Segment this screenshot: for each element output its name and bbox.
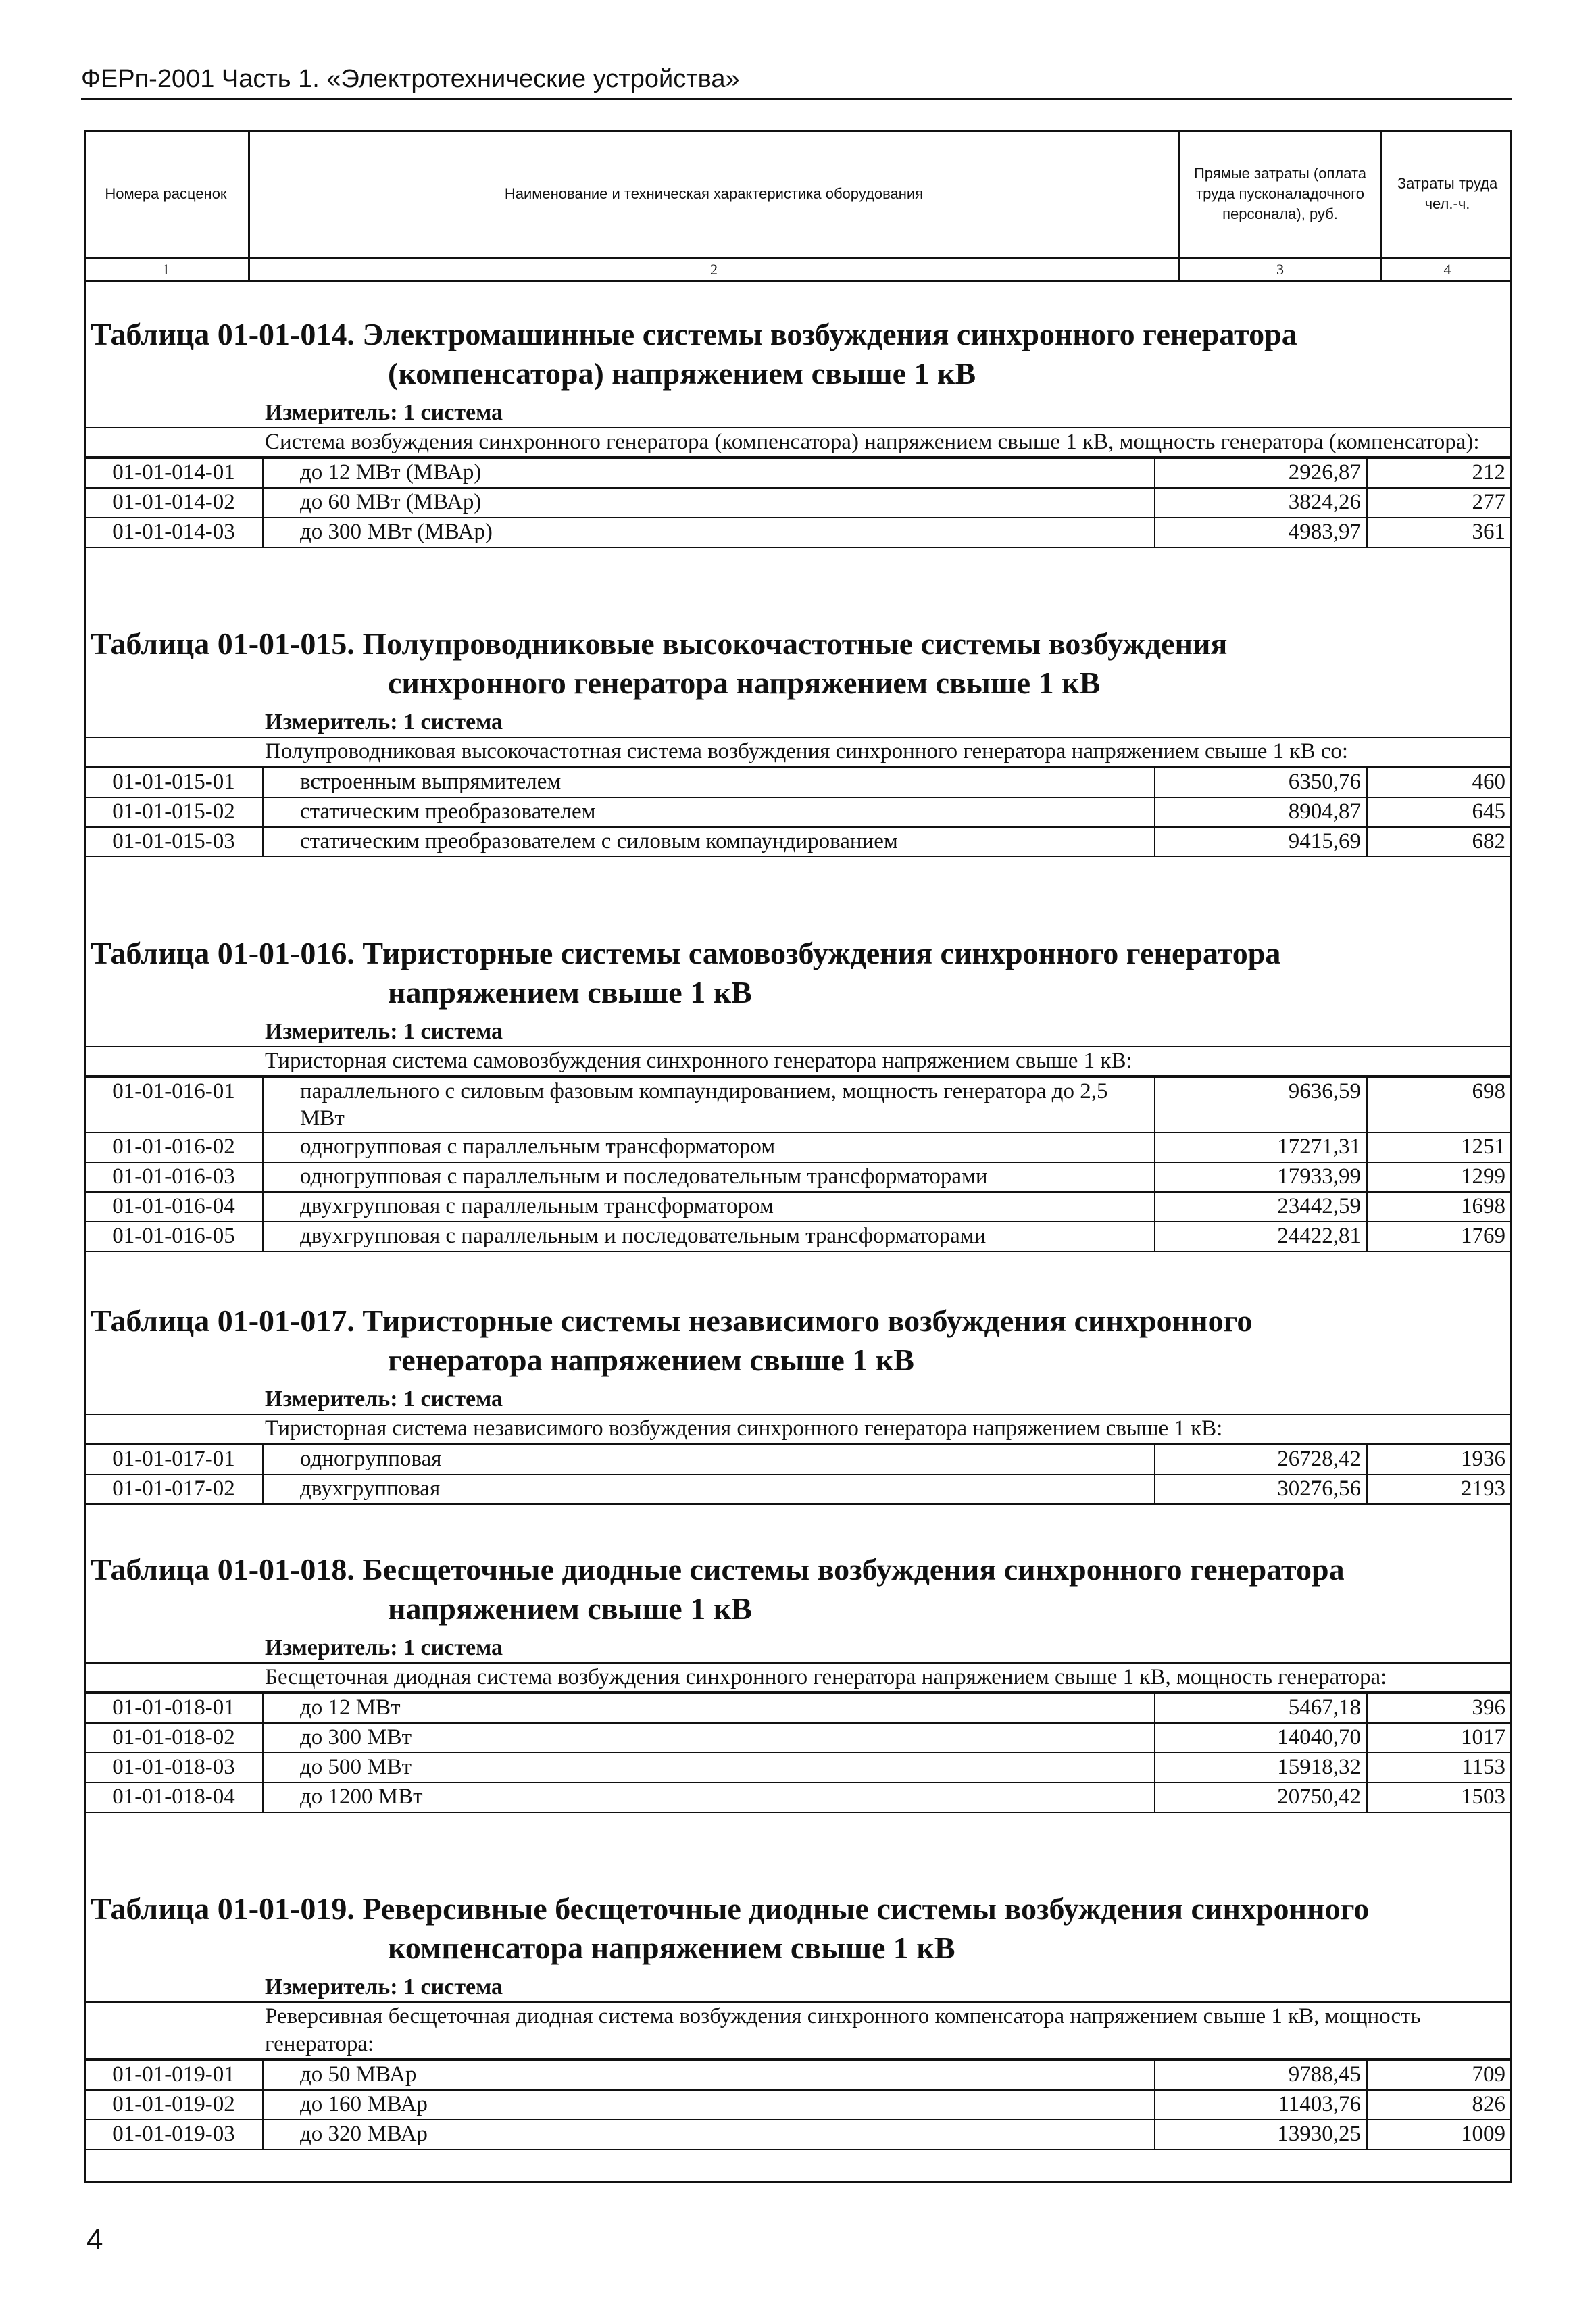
table-title: Таблица 01-01-017. Тиристорные системы независимого возбуждения синхронного генератора напряжением свыше 1 кВ <box>91 1303 1253 1377</box>
cell-code: 01-01-018-01 <box>84 1693 263 1723</box>
cell-name: двухгрупповая с параллельным и последовательным трансформаторами <box>263 1222 1155 1251</box>
table-row <box>84 1693 1512 1723</box>
table-row <box>84 1192 1512 1222</box>
rates-table <box>84 2060 1512 2150</box>
cell-code: 01-01-018-04 <box>84 1783 263 1812</box>
table-row <box>84 768 1512 797</box>
table-row <box>84 1132 1512 1162</box>
column-header-codes: Номера расценок <box>84 130 250 257</box>
page-number: 4 <box>86 2223 103 2256</box>
cell-cost: 30276,56 <box>1155 1474 1367 1504</box>
table-description: Тиристорная система самовозбуждения синхронного генератора напряжением свыше 1 кВ: <box>84 1047 1512 1076</box>
cell-name: двухгрупповая с параллельным трансформатором <box>263 1192 1155 1222</box>
cell-labor: 709 <box>1367 2060 1512 2090</box>
table-meter: Измеритель: 1 система <box>84 708 1512 738</box>
cell-name: до 160 МВАр <box>263 2090 1155 2120</box>
table-description: Тиристорная система независимого возбуждения синхронного генератора напряжением свыше 1 кВ: <box>84 1415 1512 1444</box>
cell-name: до 300 МВт <box>263 1723 1155 1753</box>
cell-code: 01-01-014-03 <box>84 518 263 547</box>
table-row <box>84 488 1512 518</box>
cell-labor: 1153 <box>1367 1753 1512 1783</box>
table-row <box>84 827 1512 857</box>
cell-labor: 698 <box>1367 1077 1512 1132</box>
column-header <box>84 130 1512 282</box>
table-title: Таблица 01-01-018. Бесщеточные диодные системы возбуждения синхронного генератора напряжением свыше 1 кВ <box>91 1552 1345 1626</box>
table-title: Таблица 01-01-014. Электромашинные системы возбуждения синхронного генератора (компенсатора) напряжением свыше 1 кВ <box>91 317 1297 391</box>
table-row <box>84 1222 1512 1251</box>
cell-code: 01-01-015-03 <box>84 827 263 857</box>
table-row <box>84 2120 1512 2149</box>
cell-code: 01-01-019-03 <box>84 2120 263 2149</box>
table-row <box>84 1783 1512 1812</box>
table-title: Таблица 01-01-016. Тиристорные системы самовозбуждения синхронного генератора напряжением свыше 1 кВ <box>91 936 1281 1010</box>
cell-name: до 12 МВт <box>263 1693 1155 1723</box>
table-section-017 <box>84 1301 1512 1505</box>
cell-name: до 1200 МВт <box>263 1783 1155 1812</box>
cell-labor: 1009 <box>1367 2120 1512 2149</box>
table-title: Таблица 01-01-015. Полупроводниковые высокочастотные системы возбуждения синхронного генератора напряжением свыше 1 кВ <box>91 626 1228 700</box>
table-meter: Измеритель: 1 система <box>84 1385 1512 1415</box>
column-number-4: 4 <box>1382 257 1512 282</box>
cell-code: 01-01-017-02 <box>84 1474 263 1504</box>
cell-name: параллельного с силовым фазовым компаундированием, мощность генератора до 2,5 МВт <box>263 1077 1155 1132</box>
table-row <box>84 2090 1512 2120</box>
cell-name: статическим преобразователем с силовым компаундированием <box>263 827 1155 857</box>
cell-labor: 460 <box>1367 768 1512 797</box>
table-title: Таблица 01-01-019. Реверсивные бесщеточные диодные системы возбуждения синхронного компенсатора напряжением свыше 1 кВ <box>91 1891 1370 1965</box>
running-header: ФЕРп-2001 Часть 1. «Электротехнические устройства» <box>81 65 1512 100</box>
cell-labor: 2193 <box>1367 1474 1512 1504</box>
table-section-016 <box>84 934 1512 1252</box>
table-row <box>84 2060 1512 2090</box>
cell-labor: 212 <box>1367 458 1512 488</box>
cell-labor: 277 <box>1367 488 1512 518</box>
cell-labor: 1299 <box>1367 1162 1512 1192</box>
cell-code: 01-01-018-02 <box>84 1723 263 1753</box>
cell-name: одногрупповая с параллельным трансформатором <box>263 1132 1155 1162</box>
table-description: Полупроводниковая высокочастотная система возбуждения синхронного генератора напряжением свыше 1 кВ со: <box>84 738 1512 767</box>
cell-cost: 23442,59 <box>1155 1192 1367 1222</box>
column-header-cost: Прямые затраты (оплата труда пусконаладочного персонала), руб. <box>1180 130 1382 257</box>
cell-code: 01-01-014-01 <box>84 458 263 488</box>
cell-code: 01-01-016-05 <box>84 1222 263 1251</box>
cell-labor: 396 <box>1367 1693 1512 1723</box>
cell-name: одногрупповая с параллельным и последовательным трансформаторами <box>263 1162 1155 1192</box>
cell-name: одногрупповая <box>263 1445 1155 1474</box>
cell-code: 01-01-016-02 <box>84 1132 263 1162</box>
table-row <box>84 1445 1512 1474</box>
rates-table <box>84 457 1512 548</box>
cell-cost: 11403,76 <box>1155 2090 1367 2120</box>
rates-table <box>84 1076 1512 1252</box>
cell-cost: 14040,70 <box>1155 1723 1367 1753</box>
table-meter: Измеритель: 1 система <box>84 1973 1512 2003</box>
table-meter: Измеритель: 1 система <box>84 1018 1512 1047</box>
cell-code: 01-01-019-02 <box>84 2090 263 2120</box>
cell-labor: 826 <box>1367 2090 1512 2120</box>
cell-cost: 17933,99 <box>1155 1162 1367 1192</box>
cell-code: 01-01-015-01 <box>84 768 263 797</box>
cell-code: 01-01-018-03 <box>84 1753 263 1783</box>
cell-cost: 15918,32 <box>1155 1753 1367 1783</box>
cell-labor: 1017 <box>1367 1723 1512 1753</box>
cell-cost: 4983,97 <box>1155 518 1367 547</box>
cell-labor: 645 <box>1367 797 1512 827</box>
table-meter: Измеритель: 1 система <box>84 399 1512 428</box>
cell-code: 01-01-016-04 <box>84 1192 263 1222</box>
table-row <box>84 1162 1512 1192</box>
column-header-name: Наименование и техническая характеристика оборудования <box>250 130 1180 257</box>
cell-name: до 320 МВАр <box>263 2120 1155 2149</box>
cell-cost: 3824,26 <box>1155 488 1367 518</box>
cell-name: статическим преобразователем <box>263 797 1155 827</box>
table-row <box>84 518 1512 547</box>
cell-name: до 50 МВАр <box>263 2060 1155 2090</box>
table-description: Бесщеточная диодная система возбуждения синхронного генератора напряжением свыше 1 кВ, мощность генератора: <box>84 1664 1512 1693</box>
table-row <box>84 1753 1512 1783</box>
cell-cost: 9788,45 <box>1155 2060 1367 2090</box>
table-section-019 <box>84 1889 1512 2150</box>
cell-name: до 300 МВт (МВАр) <box>263 518 1155 547</box>
cell-cost: 26728,42 <box>1155 1445 1367 1474</box>
rates-table <box>84 1693 1512 1813</box>
cell-name: двухгрупповая <box>263 1474 1155 1504</box>
table-row <box>84 1474 1512 1504</box>
cell-cost: 20750,42 <box>1155 1783 1367 1812</box>
table-row <box>84 797 1512 827</box>
cell-labor: 682 <box>1367 827 1512 857</box>
cell-code: 01-01-016-03 <box>84 1162 263 1192</box>
cell-name: до 500 МВт <box>263 1753 1155 1783</box>
cell-cost: 9415,69 <box>1155 827 1367 857</box>
table-section-015 <box>84 624 1512 857</box>
table-row <box>84 1077 1512 1132</box>
cell-labor: 1698 <box>1367 1192 1512 1222</box>
cell-name: встроенным выпрямителем <box>263 768 1155 797</box>
cell-cost: 5467,18 <box>1155 1693 1367 1723</box>
table-description: Реверсивная бесщеточная диодная система возбуждения синхронного компенсатора напряжением свыше 1 кВ, мощность генератора: <box>84 2003 1512 2060</box>
cell-code: 01-01-019-01 <box>84 2060 263 2090</box>
table-row <box>84 458 1512 488</box>
cell-labor: 1936 <box>1367 1445 1512 1474</box>
cell-cost: 13930,25 <box>1155 2120 1367 2149</box>
column-number-2: 2 <box>250 257 1180 282</box>
table-section-014 <box>84 315 1512 548</box>
cell-code: 01-01-015-02 <box>84 797 263 827</box>
table-row <box>84 1723 1512 1753</box>
cell-cost: 9636,59 <box>1155 1077 1367 1132</box>
table-meter: Измеритель: 1 система <box>84 1634 1512 1664</box>
cell-name: до 60 МВт (МВАр) <box>263 488 1155 518</box>
cell-cost: 2926,87 <box>1155 458 1367 488</box>
cell-labor: 1251 <box>1367 1132 1512 1162</box>
cell-name: до 12 МВт (МВАр) <box>263 458 1155 488</box>
rates-table <box>84 767 1512 857</box>
column-number-1: 1 <box>84 257 250 282</box>
cell-code: 01-01-016-01 <box>84 1077 263 1132</box>
cell-labor: 361 <box>1367 518 1512 547</box>
cell-cost: 8904,87 <box>1155 797 1367 827</box>
cell-labor: 1769 <box>1367 1222 1512 1251</box>
rates-table <box>84 1444 1512 1505</box>
table-description: Система возбуждения синхронного генератора (компенсатора) напряжением свыше 1 кВ, мощность генератора (компенсатора): <box>84 428 1512 457</box>
cell-code: 01-01-017-01 <box>84 1445 263 1474</box>
cell-labor: 1503 <box>1367 1783 1512 1812</box>
table-section-018 <box>84 1550 1512 1813</box>
column-header-labor: Затраты труда чел.-ч. <box>1397 175 1498 212</box>
cell-cost: 24422,81 <box>1155 1222 1367 1251</box>
cell-cost: 17271,31 <box>1155 1132 1367 1162</box>
cell-code: 01-01-014-02 <box>84 488 263 518</box>
column-number-3: 3 <box>1180 257 1382 282</box>
cell-cost: 6350,76 <box>1155 768 1367 797</box>
